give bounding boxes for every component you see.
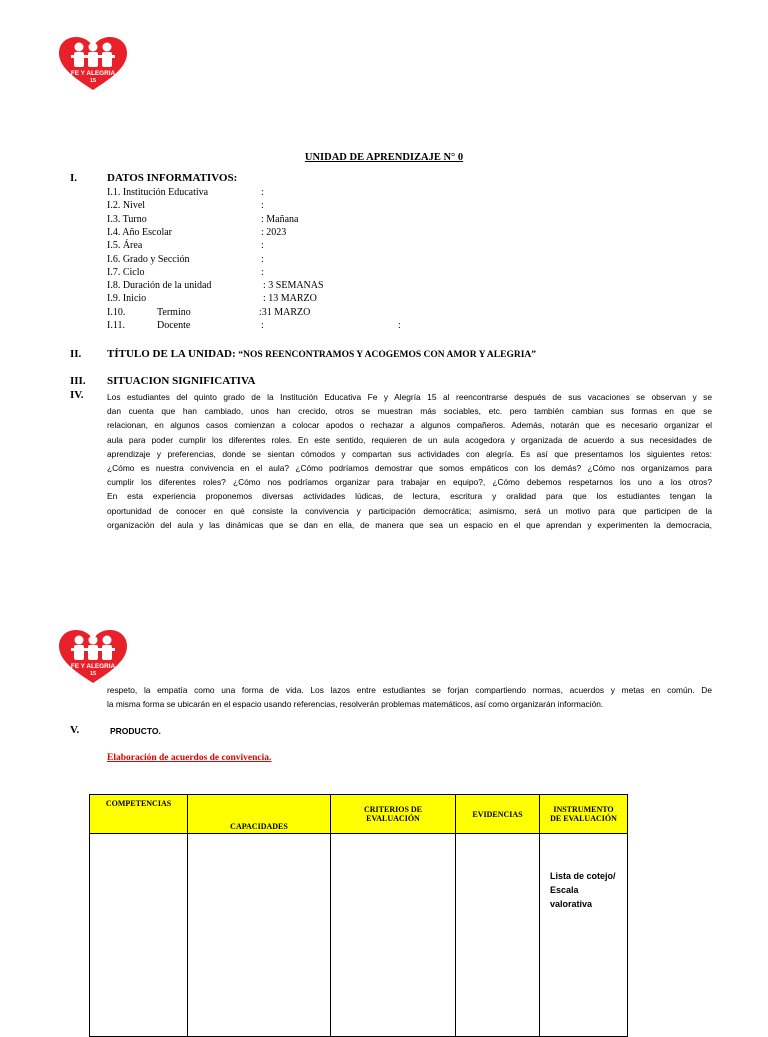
logo-number: 15 [89, 78, 97, 84]
cell-criterios [331, 834, 456, 1037]
section-1-number: I. [70, 172, 78, 184]
logo-number: 15 [89, 671, 97, 677]
section-2-number: II. [70, 348, 82, 360]
info-sublabel: Docente [157, 320, 191, 331]
info-label: I.1. Institución Educativa [107, 187, 209, 198]
info-value: : 13 MARZO [263, 293, 317, 305]
section-2-title [107, 348, 536, 360]
header-capacidades: CAPACIDADES [188, 795, 331, 834]
paragraph-line: Los estudiantes del quinto grado de la Institución Educativa Fe y Alegría 15 al reencontrarse después de sus vacaciones se observan y se [107, 392, 712, 402]
section-5-title: PRODUCTO. [110, 726, 161, 736]
info-label: I.10. [107, 306, 126, 318]
info-sublabel: Termino [157, 306, 191, 318]
info-label: I.6. Grado y Sección [107, 253, 190, 265]
paragraph-line: organización del aula y las dinámicas que se dan en ella, de manera que sea un espacio en el que aprendan y experimenten la democracia, [107, 519, 712, 530]
paragraph-line: cumplir los diferentes roles? ¿Cómo nos podríamos organizar para trabajar en equipo?, ¿Cómo debemos respetarnos los uno a los otros? [107, 477, 712, 488]
section-1-title: DATOS INFORMATIVOS: [107, 172, 238, 184]
info-label: I.5. Área [107, 240, 143, 252]
info-label: I.7. Ciclo [107, 266, 145, 278]
cell-capacidades [188, 834, 331, 1037]
info-value: : [261, 320, 264, 331]
paragraph-line: aprendizaje y preferencias, donde se sientan cómodos y compartan sus actividades con alegría. Es así que presentamos los siguientes retos: [107, 448, 712, 459]
cell-evidencias [456, 834, 540, 1037]
logo-text: FE Y ALEGRIA [70, 663, 116, 670]
paragraph-line: respeto, la empatía como una forma de vida. Los lazos entre estudiantes se forjan compartiendo normas, acuerdos y metas en común. De [107, 685, 712, 695]
logo-figures-icon [71, 43, 115, 68]
section-2-label: TÍTULO DE LA UNIDAD: [107, 348, 239, 360]
paragraph-line: dan cuenta que han cambiado, unos han crecido, otros se muestran más sociables, etc. pero también cambian sus formas en que se [107, 406, 712, 417]
section-3-title: SITUACION SIGNIFICATIVA [107, 375, 256, 387]
header-instrumento: INSTRUMENTO DE EVALUACIÓN [540, 795, 628, 834]
paragraph-line: En esta experiencia proponemos diversas actividades lúdicas, de lectura, escritura y oralidad para que los estudiantes tengan la [107, 491, 712, 502]
paragraph-line: ¿Cómo es nuestra convivencia en el aula? ¿Cómo podríamos demostrar que somos empáticos con los demás? ¿Cómo nos organizamos para [107, 463, 712, 473]
info-value-2: : [398, 320, 401, 331]
product-text: Elaboración de acuerdos de convivencia. [107, 753, 272, 763]
header-competencias: COMPETENCIAS [90, 795, 188, 834]
info-label: I.4. Año Escolar [107, 226, 172, 238]
info-value: : 2023 [261, 226, 287, 238]
info-value: : 3 SEMANAS [263, 280, 324, 292]
document-title: UNIDAD DE APRENDIZAJE N° 0 [304, 152, 464, 163]
unit-title: “NOS REENCONTRAMOS Y ACOGEMOS CON AMOR Y ALEGRIA” [238, 350, 537, 360]
table-header-row [90, 795, 628, 834]
paragraph-line: oportunidad de conocer en qué consiste la convivencia y participación democrática; asimismo, será un motivo para que participen de la [107, 505, 712, 516]
info-value: : [261, 187, 264, 198]
info-label: I.2. Nivel [107, 200, 146, 212]
paragraph-line: la misma forma se ubicarán en el espacio usando referencias, resolverán problemas matemáticos, así como organizarán información. [107, 699, 604, 710]
paragraph-line: aula para poder cumplir los diferentes roles. En este sentido, requieren de un aula acogedora y organizada de acuerdo a sus necesidades de [107, 434, 712, 445]
info-label: I.11. [107, 320, 125, 331]
paragraph-line: relacionan, en algunos casos comienzan a colocar apodos o rechazar a algunos compañeros. Además, notarán que es necesario organizar el [107, 420, 712, 431]
section-3-number: III. [70, 375, 86, 387]
info-label: I.9. Inicio [107, 293, 147, 305]
instrument-line: Escala [550, 885, 579, 895]
section-4-number: IV. [70, 389, 84, 401]
info-label: I.3. Turno [107, 213, 147, 225]
info-value: :31 MARZO [259, 306, 311, 318]
competencies-table [89, 794, 628, 1037]
instrument-line: Lista de cotejo/ [550, 871, 616, 881]
info-value: : Mañana [261, 213, 299, 225]
logo-figures-icon [71, 636, 115, 661]
info-value: : [261, 266, 264, 278]
instrument-line: valorativa [550, 899, 593, 909]
header-evidencias: EVIDENCIAS [456, 795, 540, 834]
logo-text: FE Y ALEGRIA [70, 70, 116, 77]
cell-competencias [90, 834, 188, 1037]
fe-y-alegria-logo-2 [57, 629, 129, 685]
fe-y-alegria-logo [57, 36, 129, 92]
section-5-number: V. [70, 724, 80, 736]
cell-instrumento [540, 834, 628, 1037]
info-value: : [261, 253, 264, 265]
header-criterios: CRITERIOS DE EVALUACIÓN [331, 795, 456, 834]
info-value: : [261, 200, 264, 212]
info-label: I.8. Duración de la unidad [107, 280, 212, 292]
info-value: : [261, 240, 264, 252]
table-row [90, 834, 628, 1037]
